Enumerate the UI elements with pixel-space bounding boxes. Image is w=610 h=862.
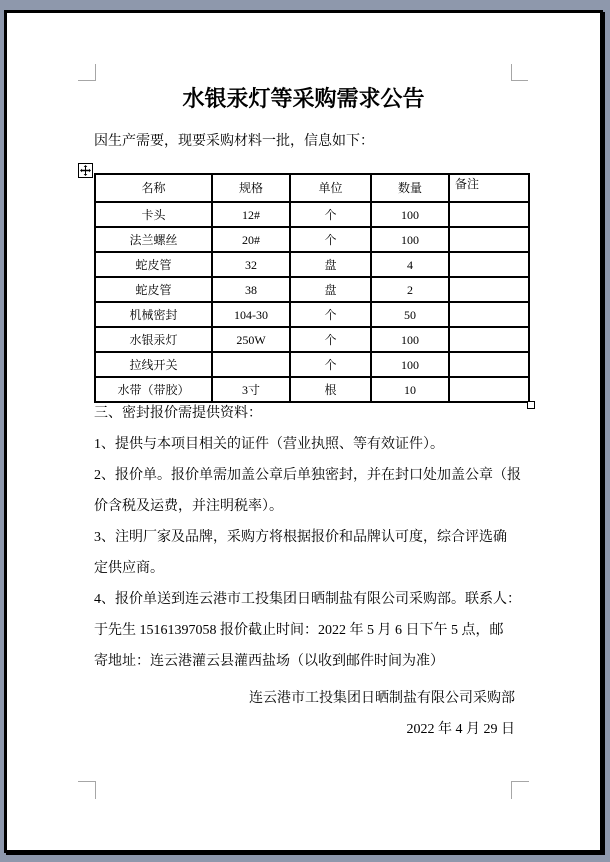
margin-corner-mark-bottom-right [511,781,529,799]
table-cell[interactable] [449,352,529,377]
signature-date[interactable]: 2022 年 4 月 29 日 [406,722,515,737]
table-cell[interactable] [449,227,529,252]
table-cell[interactable]: 2 [371,277,449,302]
table-cell[interactable]: 法兰螺丝 [95,227,212,252]
table-cell[interactable]: 38 [212,277,290,302]
table-cell[interactable]: 水银汞灯 [95,327,212,352]
table-cell[interactable] [449,302,529,327]
table-cell[interactable]: 机械密封 [95,302,212,327]
table-cell[interactable] [212,352,290,377]
table-cell[interactable]: 个 [290,302,371,327]
margin-corner-mark-top-right [511,64,528,81]
table-move-handle[interactable] [78,163,93,178]
paragraph-line[interactable]: 定供应商。 [94,561,164,576]
intro-paragraph[interactable]: 因生产需要，现要采购材料一批，信息如下： [94,134,374,149]
table-cell[interactable]: 根 [290,377,371,402]
table-cell[interactable]: 个 [290,202,371,227]
table-cell[interactable]: 12# [212,202,290,227]
table-cell[interactable]: 32 [212,252,290,277]
table-row [95,202,529,227]
table-cell[interactable] [449,277,529,302]
table-resize-handle[interactable] [527,401,535,409]
signature-block [94,683,515,745]
table-row [95,327,529,352]
table-header-name[interactable]: 名称 [95,174,212,202]
paragraph-line[interactable]: 三、密封报价需提供资料： [94,406,262,421]
table-cell[interactable]: 50 [371,302,449,327]
table-row [95,252,529,277]
table-cell[interactable] [449,252,529,277]
paragraph-line[interactable]: 于先生 15161397058 报价截止时间：2022 年 5 月 6 日下午 5 点，邮 [94,623,504,638]
table-cell[interactable]: 盘 [290,252,371,277]
table-cell[interactable]: 104-30 [212,302,290,327]
document-page [4,10,603,853]
margin-corner-mark-top-left [78,64,96,81]
table-header-qty[interactable]: 数量 [371,174,449,202]
table-header-remark[interactable]: 备注 [449,174,529,202]
table-header-unit[interactable]: 单位 [290,174,371,202]
table-row [95,277,529,302]
table-cell[interactable]: 20# [212,227,290,252]
table-cell[interactable]: 卡头 [95,202,212,227]
procurement-table [94,173,530,403]
table-header-row [95,174,529,202]
table-cell[interactable]: 250W [212,327,290,352]
margin-corner-mark-bottom-left [78,781,96,799]
paragraph-line[interactable]: 寄地址：连云港灌云县灌西盐场（以收到邮件时间为准） [94,654,444,669]
table-cell[interactable]: 个 [290,227,371,252]
table-cell[interactable]: 盘 [290,277,371,302]
paragraph-line[interactable]: 4、报价单送到连云港市工投集团日晒制盐有限公司采购部。联系人： [94,592,521,607]
table-cell[interactable]: 个 [290,352,371,377]
move-cross-icon [80,165,91,176]
table-row [95,227,529,252]
table-cell[interactable]: 个 [290,327,371,352]
table-cell[interactable]: 蛇皮管 [95,277,212,302]
body-text [94,398,521,677]
table-cell[interactable]: 3寸 [212,377,290,402]
table-cell[interactable]: 100 [371,327,449,352]
paragraph-line[interactable]: 2、报价单。报价单需加盖公章后单独密封，并在封口处加盖公章（报 [94,468,521,483]
table-cell[interactable]: 100 [371,202,449,227]
table-header-spec[interactable]: 规格 [212,174,290,202]
paragraph-line[interactable]: 1、提供与本项目相关的证件（营业执照、等有效证件）。 [94,437,444,452]
table-cell[interactable]: 4 [371,252,449,277]
signature-company[interactable]: 连云港市工投集团日晒制盐有限公司采购部 [249,691,515,706]
table-cell[interactable]: 蛇皮管 [95,252,212,277]
table-cell[interactable]: 100 [371,227,449,252]
paragraph-line[interactable]: 价含税及运费，并注明税率）。 [94,499,283,514]
table-cell[interactable]: 拉线开关 [95,352,212,377]
table-cell[interactable] [449,202,529,227]
table-cell[interactable]: 10 [371,377,449,402]
table-row [95,302,529,327]
table-row [95,352,529,377]
paragraph-line[interactable]: 3、注明厂家及品牌，采购方将根据报价和品牌认可度，综合评选确 [94,530,507,545]
table-cell[interactable]: 水带（带胶） [95,377,212,402]
table-cell[interactable] [449,327,529,352]
document-title[interactable]: 水银汞灯等采购需求公告 [182,86,425,111]
table-cell[interactable]: 100 [371,352,449,377]
